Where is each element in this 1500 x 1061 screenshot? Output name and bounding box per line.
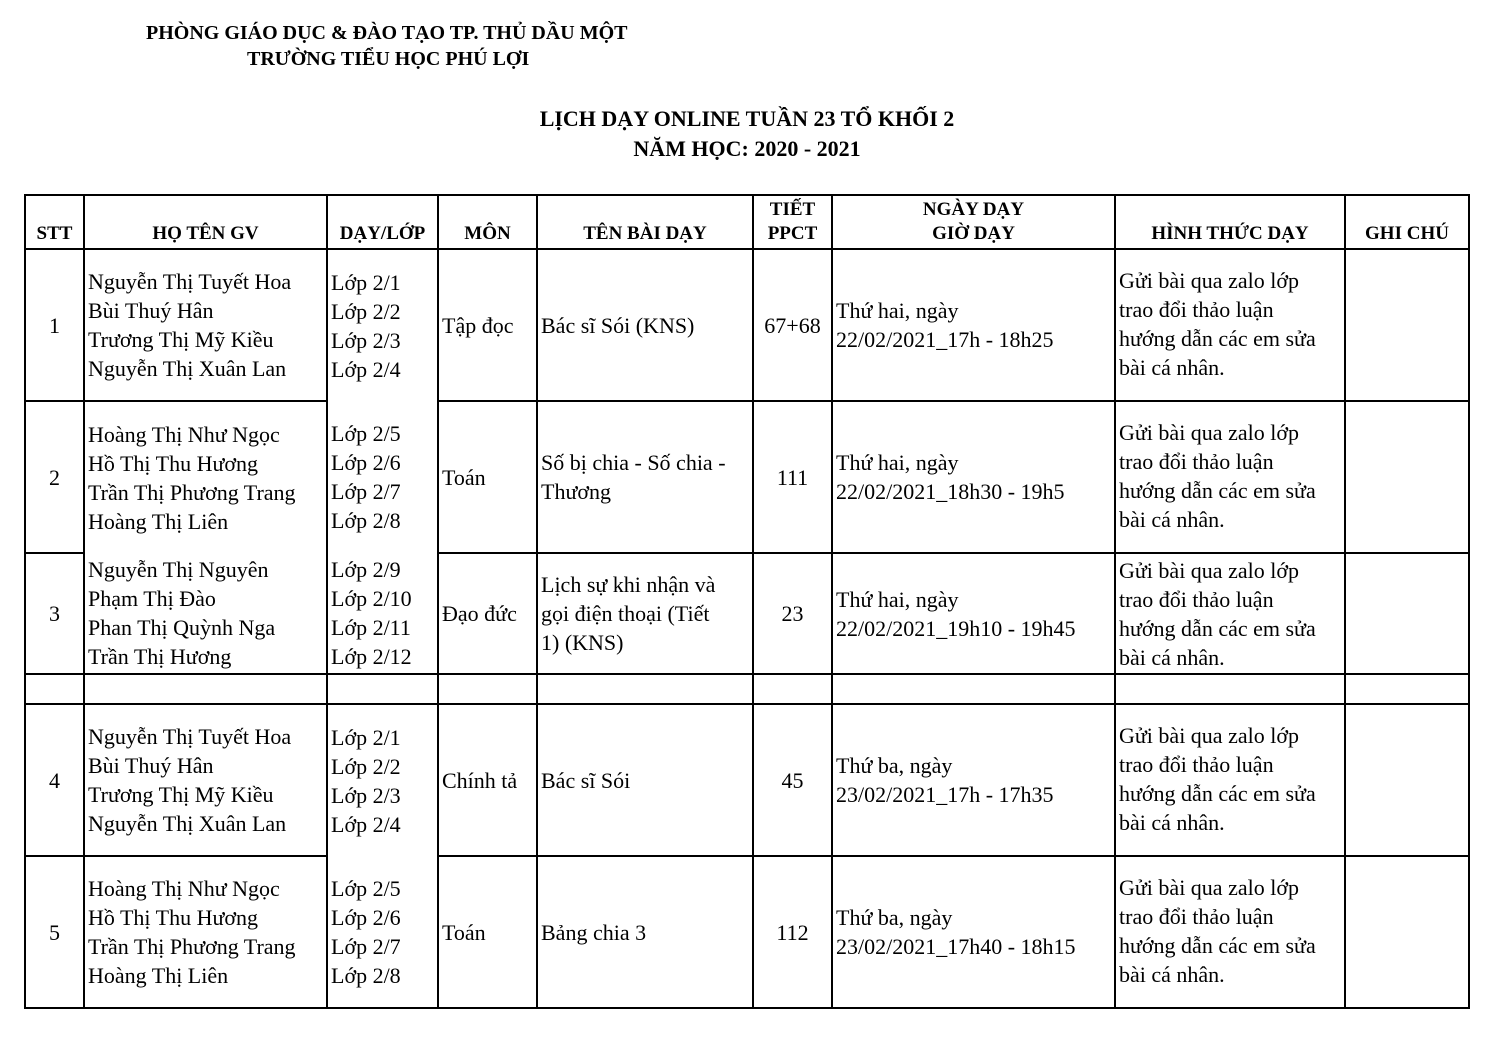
row-method xyxy=(1115,856,1345,1008)
row-teachers xyxy=(84,856,327,1008)
date-line: Thứ hai, ngày xyxy=(836,586,959,612)
empty-cell xyxy=(1115,674,1345,704)
row-subject: Đạo đức xyxy=(438,553,537,674)
time-line: 23/02/2021_17h - 17h35 xyxy=(836,782,1054,807)
method-line: bài cá nhân. xyxy=(1119,810,1225,835)
page-title: LỊCH DẠY ONLINE TUẦN 23 TỔ KHỐI 2 xyxy=(539,106,955,131)
class-name: Lớp 2/1 xyxy=(331,269,401,295)
row-classes xyxy=(327,856,438,1008)
teacher-name: Hoàng Thị Như Ngọc xyxy=(88,876,280,901)
empty-cell xyxy=(438,674,537,704)
time-line: 22/02/2021_18h30 - 19h5 xyxy=(836,479,1065,504)
row-teachers xyxy=(84,401,327,553)
col-method: HÌNH THỨC DẠY xyxy=(1115,195,1345,249)
date-line: Thứ ba, ngày xyxy=(836,753,953,778)
row-date xyxy=(832,553,1115,674)
row-method xyxy=(1115,249,1345,401)
col-subject: MÔN xyxy=(438,195,537,249)
row-method xyxy=(1115,401,1345,553)
row-stt: 1 xyxy=(25,249,84,401)
teacher-name: Phan Thị Quỳnh Nga xyxy=(88,615,276,640)
method-line: trao đổi thảo luận xyxy=(1119,449,1274,474)
table-row xyxy=(25,249,1469,401)
class-name: Lớp 2/12 xyxy=(331,644,412,669)
table-row xyxy=(25,856,1469,1008)
class-name: Lớp 2/3 xyxy=(331,782,401,808)
lesson-line: Lịch sự khi nhận và xyxy=(541,572,716,597)
class-name: Lớp 2/11 xyxy=(331,615,411,640)
class-name: Lớp 2/10 xyxy=(331,586,412,611)
class-name: Lớp 2/2 xyxy=(331,753,401,779)
empty-cell xyxy=(25,674,84,704)
col-lesson: TÊN BÀI DẠY xyxy=(537,195,753,249)
school-name: TRƯỜNG TIỂU HỌC PHÚ LỢI xyxy=(247,48,530,70)
class-name: Lớp 2/7 xyxy=(331,479,401,504)
row-teachers xyxy=(84,553,327,674)
teacher-name: Hồ Thị Thu Hương xyxy=(88,905,259,930)
row-subject: Toán xyxy=(438,856,537,1008)
empty-cell xyxy=(753,674,832,704)
row-note xyxy=(1345,856,1469,1008)
method-line: hướng dẫn các em sửa xyxy=(1119,326,1316,351)
row-note xyxy=(1345,553,1469,674)
teacher-name: Nguyễn Thị Xuân Lan xyxy=(88,356,287,381)
row-classes xyxy=(327,704,438,856)
row-classes xyxy=(327,553,438,674)
method-line: hướng dẫn các em sửa xyxy=(1119,478,1316,503)
teacher-name: Nguyễn Thị Nguyên xyxy=(88,557,269,582)
class-name: Lớp 2/5 xyxy=(331,875,401,901)
teacher-name: Phạm Thị Đào xyxy=(88,586,216,611)
teacher-name: Hoàng Thị Như Ngọc xyxy=(88,421,280,447)
method-line: Gửi bài qua zalo lớp xyxy=(1119,558,1299,583)
row-subject: Chính tả xyxy=(438,704,537,856)
class-name: Lớp 2/2 xyxy=(331,298,401,324)
school-year: NĂM HỌC: 2020 - 2021 xyxy=(633,136,861,161)
method-line: Gửi bài qua zalo lớp xyxy=(1119,268,1299,293)
method-line: bài cá nhân. xyxy=(1119,507,1225,532)
row-lesson: Bảng chia 3 xyxy=(537,856,753,1008)
row-note xyxy=(1345,249,1469,401)
class-name: Lớp 2/6 xyxy=(331,450,401,475)
table-row xyxy=(25,553,1469,674)
date-line: Thứ hai, ngày xyxy=(836,298,959,323)
class-name: Lớp 2/8 xyxy=(331,508,401,533)
row-lesson xyxy=(537,553,753,674)
row-period: 45 xyxy=(753,704,832,856)
col-date xyxy=(832,195,1115,249)
method-line: hướng dẫn các em sửa xyxy=(1119,781,1316,806)
row-lesson: Bác sĩ Sói xyxy=(537,704,753,856)
teacher-name: Trần Thị Hương xyxy=(88,644,232,669)
col-period-line2: PPCT xyxy=(767,223,818,244)
teacher-name: Hồ Thị Thu Hương xyxy=(88,450,259,476)
empty-cell xyxy=(537,674,753,704)
teacher-name: Trương Thị Mỹ Kiều xyxy=(88,782,274,807)
row-stt: 2 xyxy=(25,401,84,553)
col-stt: STT xyxy=(25,195,84,249)
teacher-name: Nguyễn Thị Tuyết Hoa xyxy=(88,724,292,749)
header-row xyxy=(25,195,1469,249)
method-line: trao đổi thảo luận xyxy=(1119,752,1274,777)
teacher-name: Trần Thị Phương Trang xyxy=(88,934,296,959)
row-note xyxy=(1345,401,1469,553)
lesson-line: Thương xyxy=(541,479,611,504)
method-line: hướng dẫn các em sửa xyxy=(1119,616,1316,641)
row-lesson: Bác sĩ Sói (KNS) xyxy=(537,249,753,401)
row-subject: Tập đọc xyxy=(438,249,537,401)
method-line: Gửi bài qua zalo lớp xyxy=(1119,723,1299,748)
date-line: Thứ hai, ngày xyxy=(836,450,959,475)
method-line: trao đổi thảo luận xyxy=(1119,297,1274,322)
class-name: Lớp 2/4 xyxy=(331,356,401,382)
class-name: Lớp 2/6 xyxy=(331,904,401,930)
time-line: 22/02/2021_17h - 18h25 xyxy=(836,327,1054,352)
col-date-line1: NGÀY DẠY xyxy=(922,199,1025,220)
method-line: bài cá nhân. xyxy=(1119,645,1225,670)
row-period: 112 xyxy=(753,856,832,1008)
col-period-line1: TIẾT xyxy=(769,199,816,220)
row-classes xyxy=(327,401,438,553)
class-name: Lớp 2/5 xyxy=(331,421,401,446)
method-line: Gửi bài qua zalo lớp xyxy=(1119,420,1299,445)
col-note: GHI CHÚ xyxy=(1345,195,1469,249)
col-period xyxy=(753,195,832,249)
teacher-name: Nguyễn Thị Xuân Lan xyxy=(88,811,287,836)
empty-cell xyxy=(84,674,327,704)
method-line: hướng dẫn các em sửa xyxy=(1119,933,1316,958)
empty-cell xyxy=(832,674,1115,704)
lesson-line: Số bị chia - Số chia - xyxy=(541,450,726,475)
row-date xyxy=(832,401,1115,553)
method-line: trao đổi thảo luận xyxy=(1119,904,1274,929)
lesson-line: 1) (KNS) xyxy=(541,630,624,655)
teacher-name: Bùi Thuý Hân xyxy=(88,753,214,778)
col-teacher: HỌ TÊN GV xyxy=(84,195,327,249)
row-teachers xyxy=(84,249,327,401)
class-name: Lớp 2/3 xyxy=(331,327,401,353)
teacher-name: Hoàng Thị Liên xyxy=(88,963,229,988)
time-line: 23/02/2021_17h40 - 18h15 xyxy=(836,934,1076,959)
teacher-name: Nguyễn Thị Tuyết Hoa xyxy=(88,269,292,294)
empty-cell xyxy=(327,674,438,704)
row-classes xyxy=(327,249,438,401)
class-name: Lớp 2/7 xyxy=(331,933,401,959)
row-date xyxy=(832,704,1115,856)
col-date-line2: GIỜ DẠY xyxy=(932,223,1015,244)
teacher-name: Trương Thị Mỹ Kiều xyxy=(88,327,274,352)
row-method xyxy=(1115,704,1345,856)
row-method xyxy=(1115,553,1345,674)
row-stt: 3 xyxy=(25,553,84,674)
class-name: Lớp 2/4 xyxy=(331,811,401,837)
row-stt: 4 xyxy=(25,704,84,856)
row-period: 111 xyxy=(753,401,832,553)
lesson-line: gọi điện thoại (Tiết xyxy=(541,601,710,626)
row-date xyxy=(832,249,1115,401)
method-line: trao đổi thảo luận xyxy=(1119,587,1274,612)
table-row xyxy=(25,401,1469,553)
time-line: 22/02/2021_19h10 - 19h45 xyxy=(836,615,1076,641)
teacher-name: Bùi Thuý Hân xyxy=(88,298,214,323)
row-date xyxy=(832,856,1115,1008)
date-line: Thứ ba, ngày xyxy=(836,905,953,930)
class-name: Lớp 2/9 xyxy=(331,557,401,582)
schedule-table xyxy=(24,194,1470,1009)
method-line: Gửi bài qua zalo lớp xyxy=(1119,875,1299,900)
row-period: 23 xyxy=(753,553,832,674)
separator-row xyxy=(25,674,1469,704)
teacher-name: Trần Thị Phương Trang xyxy=(88,479,296,505)
teacher-name: Hoàng Thị Liên xyxy=(88,508,229,534)
row-period: 67+68 xyxy=(753,249,832,401)
row-note xyxy=(1345,704,1469,856)
col-class: DẠY/LỚP xyxy=(327,195,438,249)
method-line: bài cá nhân. xyxy=(1119,962,1225,987)
row-stt: 5 xyxy=(25,856,84,1008)
table-row xyxy=(25,704,1469,856)
class-name: Lớp 2/1 xyxy=(331,724,401,750)
row-subject: Toán xyxy=(438,401,537,553)
row-lesson xyxy=(537,401,753,553)
row-teachers xyxy=(84,704,327,856)
empty-cell xyxy=(1345,674,1469,704)
method-line: bài cá nhân. xyxy=(1119,355,1225,380)
class-name: Lớp 2/8 xyxy=(331,962,401,988)
department-name: PHÒNG GIÁO DỤC & ĐÀO TẠO TP. THỦ DẦU MỘT xyxy=(146,22,628,44)
